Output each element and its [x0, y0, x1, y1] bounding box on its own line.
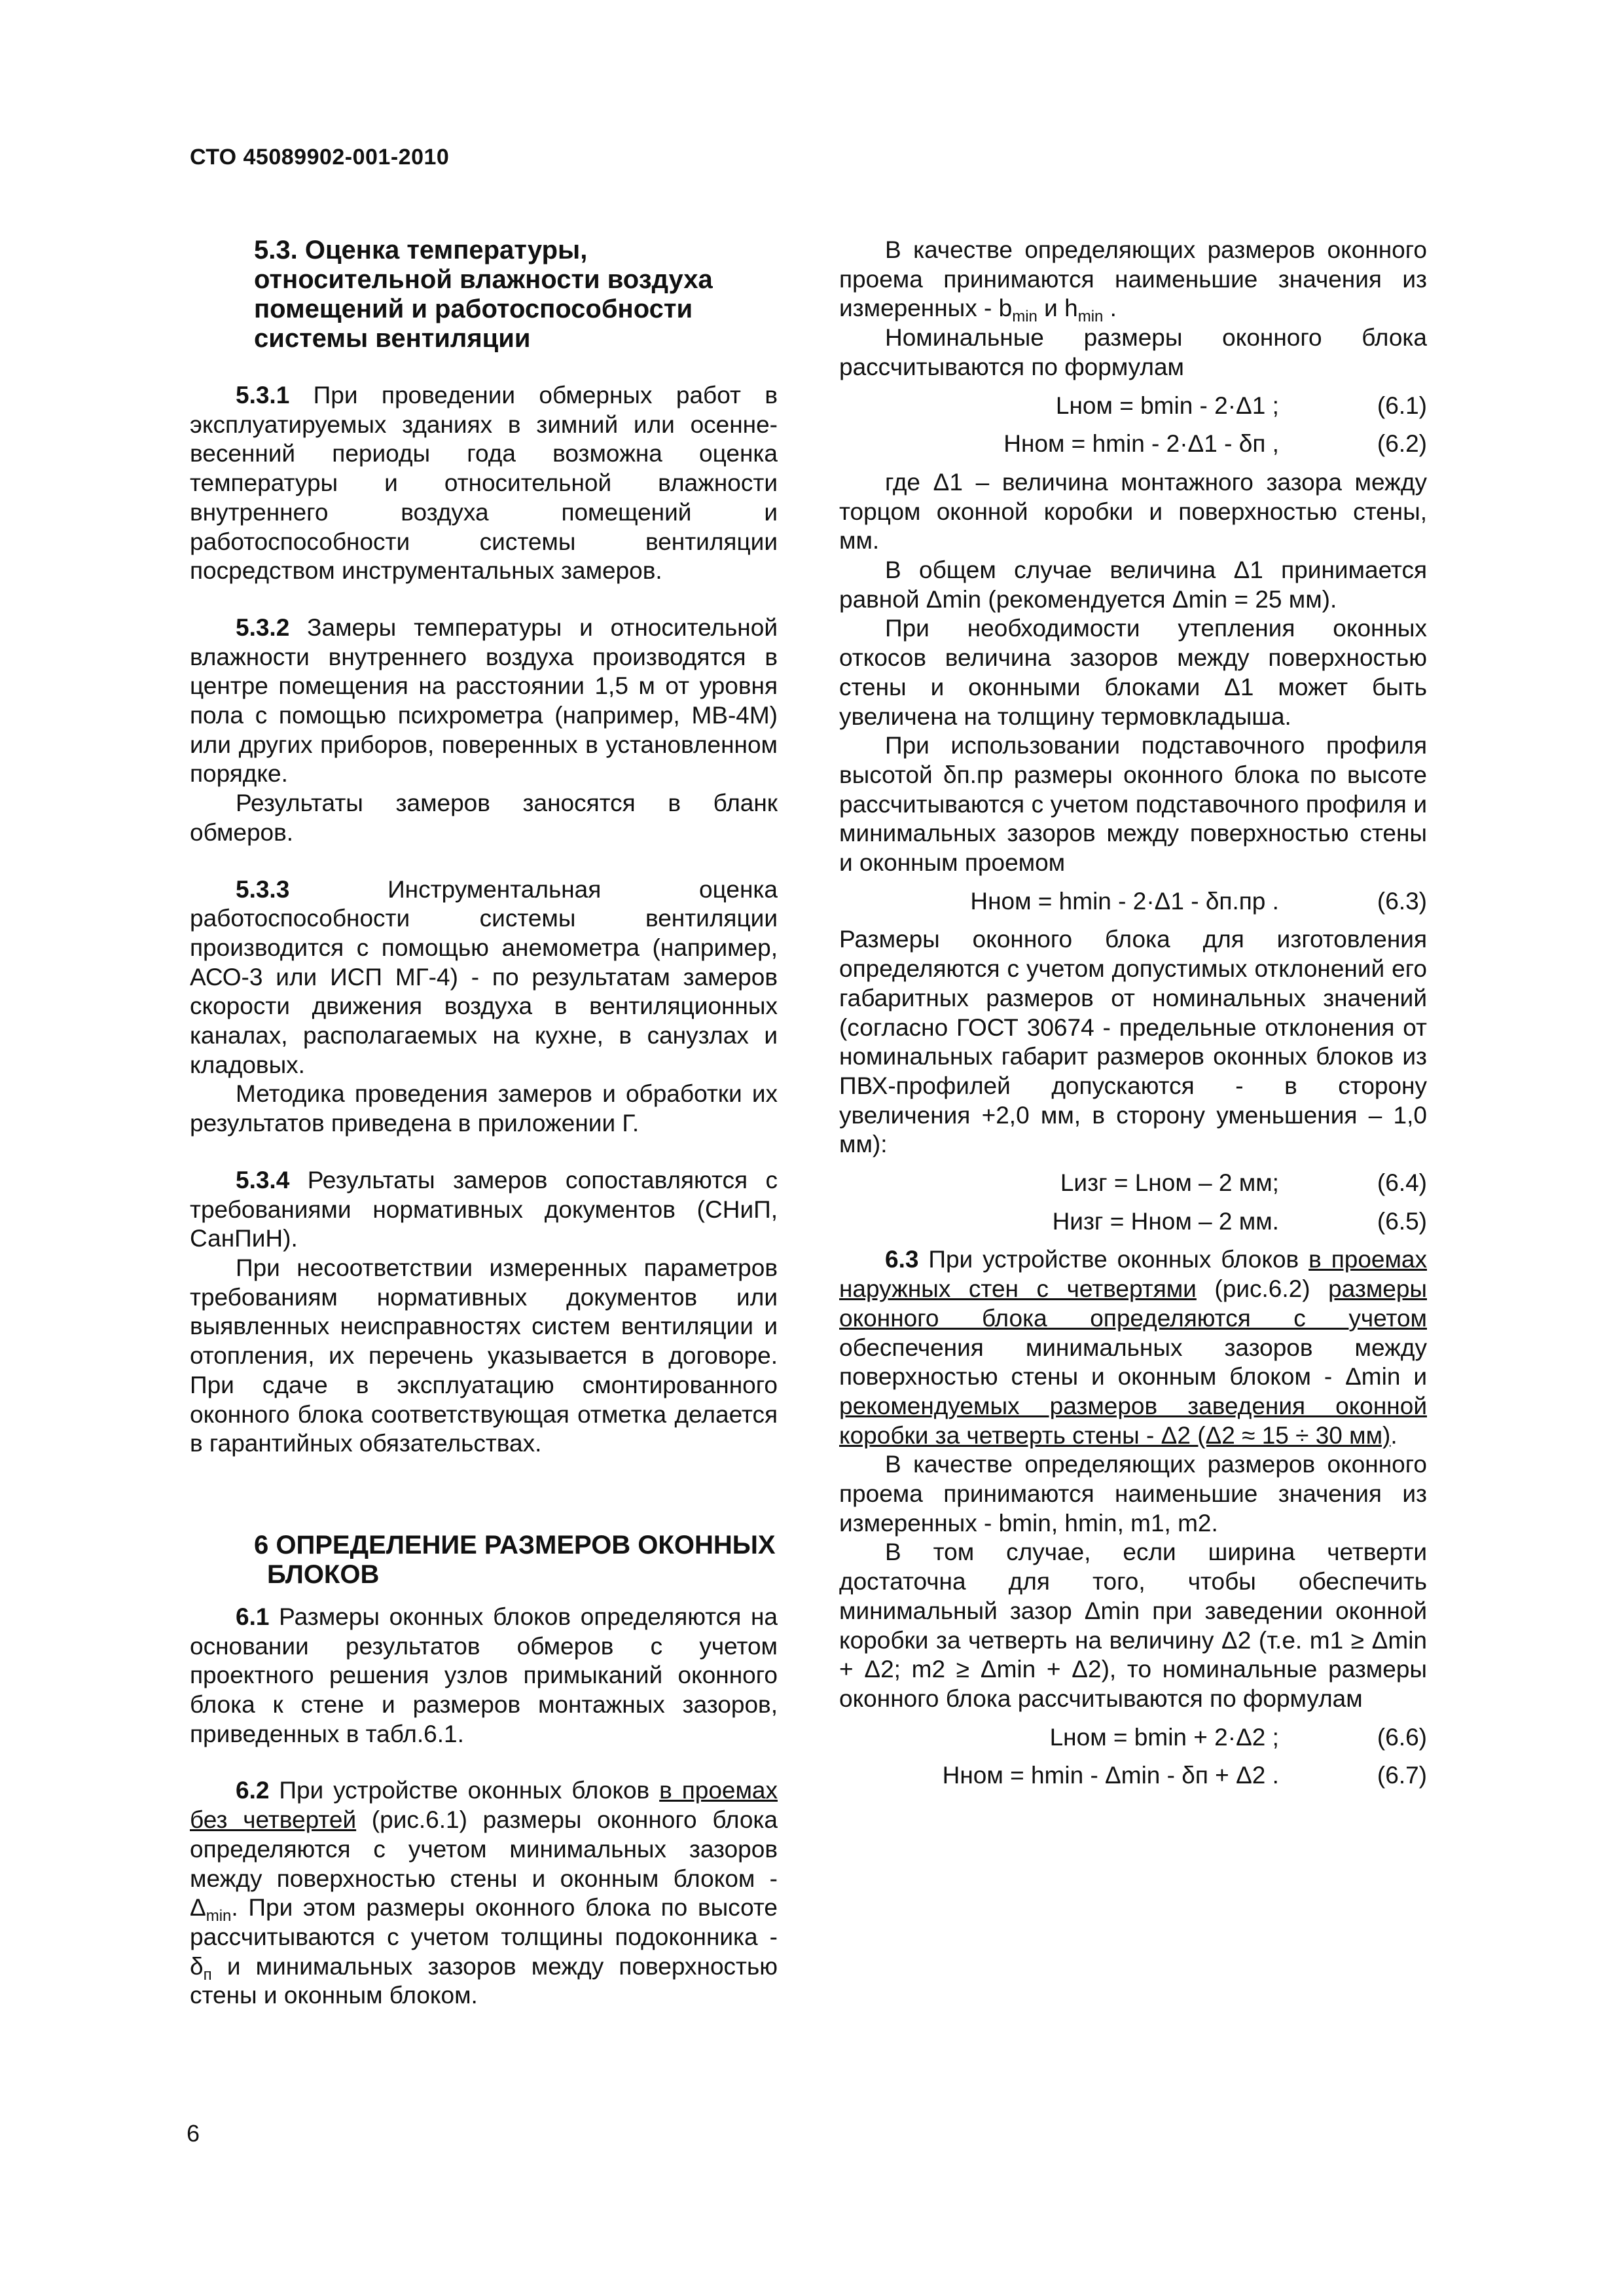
paragraph-defining-dimensions: В качестве определяющих размеров оконного проема принимаются наименьшие значения из измеренных - $b_{min}$ и $h_{min}$ . — [839, 236, 1427, 326]
equation-6-5: Hизг = Hном – 2 мм. (6.5) — [1052, 1207, 1427, 1235]
document-code-header: СТО 45089902-001-2010 — [190, 145, 450, 170]
page-number: 6 — [187, 2120, 200, 2147]
paragraph-support-profile: При использовании подставочного профиля высотой δп.пр размеры оконного блока по высоте рассчитываются с учетом подставочного профиля и минимальных зазоров между поверхностью стены и оконным проемом — [839, 732, 1427, 877]
paragraph-5-3-3: 5.3.3 Инструментальная оценка работоспособности системы вентиляции производится с помощью анемометра (например, АСО-3 или ИСП МГ-4) - по результатам замеров скорости движения воздуха в вентиляционных каналах, располагаемых на кухне, в санузлах и кладовых. — [190, 875, 778, 1078]
paragraph-where-delta: где Δ1 – величина монтажного зазора между торцом оконной коробки и поверхностью стены, мм. — [839, 468, 1427, 555]
equation-6-6: Lном = bmin + 2·Δ2 ; (6.6) — [1049, 1723, 1427, 1751]
paragraph-5-3-2-results: Результаты замеров заносятся в бланк обмеров. — [190, 790, 778, 846]
paragraph-defining-dimensions-quarter: В качестве определяющих размеров оконного проема принимаются наименьшие значения из измеренных - bmin, hmin, m1, m2. — [839, 1451, 1427, 1537]
paragraph-manufacturing-dimensions: Размеры оконного блока для изготовления определяются с учетом допустимых отклонений его габаритных размеров от номинальных значений (согласно ГОСТ 30674 - предельные отклонения от номинальных габарит размеров оконных блоков из ПВХ-профилей допускаются - в сторону увеличения +2,0 мм, в сторону уменьшения – 1,0 мм): — [839, 926, 1427, 1158]
section-6-title: 6 ОПРЕДЕЛЕНИЕ РАЗМЕРОВ ОКОННЫХ БЛОКОВ — [254, 1530, 776, 1589]
paragraph-quarter-width: В том случае, если ширина четверти достаточна для того, чтобы обеспечить минимальный зазор Δmin при заведении оконной коробки за четверть на величину Δ2 (т.е. m1 ≥ Δmin + Δ2; m2 ≥ Δmin + Δ2), то номинальные размеры оконного блока рассчитываются по формулам — [839, 1539, 1427, 1712]
paragraph-insulation: При необходимости утепления оконных откосов величина зазоров между поверхностью стены и оконными блоками Δ1 может быть увеличена на толщину термовкладыша. — [839, 615, 1427, 730]
equation-6-2: Hном = hmin - 2·Δ1 - δп , (6.2) — [1003, 430, 1427, 458]
paragraph-6-2: 6.2 При устройстве оконных блоков в проемах без четвертей (рис.6.1) размеры оконного блока определяются с учетом минимальных зазоров между поверхностью стены и оконным блоком - $\Delta_{min}$. При этом размеры оконного блока по высоте рассчитываются с учетом толщины подоконника - $\delta_п$ и минимальных зазоров между поверхностью стены и оконным блоком. — [190, 1777, 778, 2009]
paragraph-5-3-4: 5.3.4 Результаты замеров сопоставляются с требованиями нормативных документов (СНиП, СанПиН). — [190, 1166, 778, 1252]
paragraph-5-3-2: 5.3.2 Замеры температуры и относительной влажности внутреннего воздуха производятся в центре помещения на расстоянии 1,5 м от уровня пола с помощью психрометра (например, МВ-4М) или других приборов, поверенных в установленном порядке. — [190, 613, 778, 788]
paragraph-5-3-4-nonconformity: При несоответствии измеренных параметров требованиям нормативных документов или выявленных неисправностях систем вентиляции и отопления, их перечень указывается в договоре. При сдаче в эксплуатацию смонтированного оконного блока соответствующая отметка делается в гарантийных обязательствах. — [190, 1254, 778, 1457]
equation-6-4: Lизг = Lном – 2 мм; (6.4) — [1060, 1169, 1427, 1197]
left-column — [190, 236, 778, 2011]
right-column — [839, 236, 1427, 1800]
equation-6-7: Hном = hmin - Δmin - δп + Δ2 . (6.7) — [942, 1762, 1427, 1789]
equation-6-3: Hном = hmin - 2·Δ1 - δп.пр . (6.3) — [970, 887, 1427, 915]
paragraph-5-3-3-method: Методика проведения замеров и обработки их результатов приведена в приложении Г. — [190, 1080, 778, 1137]
equation-6-1: Lном = bmin - 2·Δ1 ; (6.1) — [1055, 392, 1427, 419]
section-5-3-title: 5.3. Оценка температуры, относительной влажности воздуха помещений и работоспособности системы вентиляции — [254, 236, 713, 353]
paragraph-6-1: 6.1 Размеры оконных блоков определяются на основании результатов обмеров с учетом проектного решения узлов примыканий оконного блока к стене и размеров монтажных зазоров, приведенных в табл.6.1. — [190, 1603, 778, 1747]
paragraph-6-3: 6.3 При устройстве оконных блоков в проемах наружных стен с четвертями (рис.6.2) размеры оконного блока определяются с учетом обеспечения минимальных зазоров между поверхностью стены и оконным блоком - Δmin и рекомендуемых размеров заведения оконной коробки за четверть стены - Δ2 (Δ2 ≈ 15 ÷ 30 мм). — [839, 1246, 1427, 1449]
paragraph-5-3-1: 5.3.1 При проведении обмерных работ в эксплуатируемых зданиях в зимний или осенне-весенний периоды года возможна оценка температуры и относительной влажности внутреннего воздуха помещений и работоспособности системы вентиляции посредством инструментальных замеров. — [190, 382, 778, 585]
paragraph-general-case: В общем случае величина Δ1 принимается равной Δmin (рекомендуется Δmin = 25 мм). — [839, 556, 1427, 613]
paragraph-nominal-formulas-intro: Номинальные размеры оконного блока рассчитываются по формулам — [839, 324, 1427, 380]
